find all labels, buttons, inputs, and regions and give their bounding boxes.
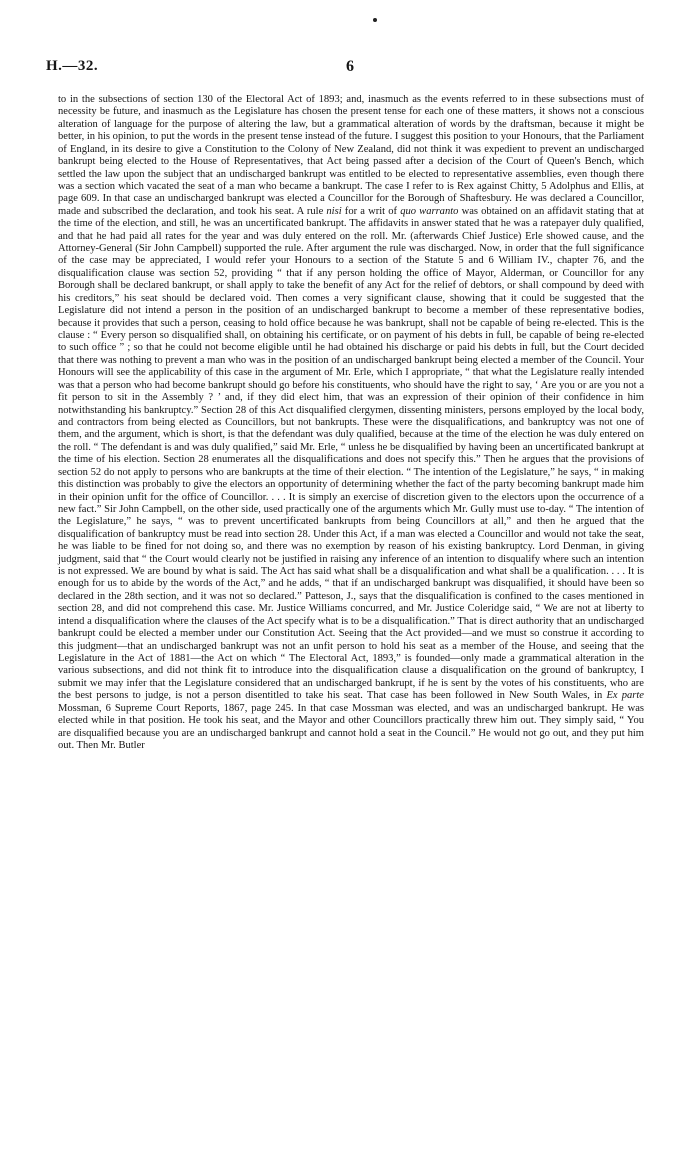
document-reference: H.—32.	[46, 58, 99, 74]
printer-mark	[373, 18, 377, 22]
body-text	[58, 94, 644, 752]
paragraph	[58, 94, 644, 752]
text-run: to in the subsections of section 130 of the Electoral Act of 1893; and, inasmuch as the events referred to in these subsections must of necessity be future, and inasmuch as the Legislature has chosen the present tense for each one of these matters, it shows not a conscious alteration of language for the purpose of altering the law, but a grammatical alteration of words by the draftsman, because it might be better, in his opinion, to put the words in the present tense instead of the future. I suggest this position to your Honours, that the Parliament of England, in its desire to give a Constitution to the Colony of New Zealand, did not think it was expedient to prevent an undischarged bankrupt being elected to the House of Representatives, that Act being passed after a decision of the Court of Queen's Bench, which settled the law upon the subject that an undischarged bankrupt was entitled to be elected to representative assemblies, even though there was a section which vacated the seat of a man who became a bankrupt. The case I refer to is Rex against Chitty, 5 Adolphus and Ellis, at page 609. In that case an undischarged bankrupt was elected a Councillor for the Borough of Shaftesbury. He was declared a Councillor, made and subscribed the declaration, and took his seat. A rule	[58, 94, 644, 217]
text-run: was obtained on an affidavit stating that at the time of the election, and still, he was an uncertificated bankrupt. The affidavits in answer stated that he was a ratepayer duly qualified, and that he had paid all rates for the year and was duly entered on the roll. Mr. (afterwards Chief Justice) Erle showed cause, and the Attorney-General (Sir John Campbell) supported the rule. After argument the rule was discharged. Now, in order that the full significance of the case may be appreciated, I would refer your Honours to a section of the Statute 5 and 6 William IV., chapter 76, and the disqualification clause was section 52, providing “ that if any person holding the office of Mayor, Alderman, or Councillor for any Borough shall be declared bankrupt, or shall apply to take the benefit of any Act for the relief of debtors, or shall compound by deed with his creditors,” his seat should be declared void. Then comes a very significant clause, showing that it could be suggested that the Legislature did not intend a person in the position of an undischarged bankrupt to become a member of these representative bodies, because it provides that such a person, ceasing to hold office because he was bankrupt, shall not be capable of being re-elected. This is the clause : “ Every person so disqualified shall, on obtaining his certificate, or on payment of his debts in full, be capable of being re-elected to such office ” ; so that he could not become eligible until he had obtained his discharge or paid his debts in full, but the Court decided that there was nothing to prevent a man who was in the position of an undischarged bankrupt being elected a member of the Council. Your Honours will see the applicability of this case in the argument of Mr. Erle, which I appropriate, “ that what the Legislature really intended was that a person who had become bankrupt should go before his constituents, who should have the right to say, ‘ Are you or are you not a fit person to sit in the Assembly ? ’ and, if they did elect him, that was an expression of their opinion of their confidence in him notwithstanding his bankruptcy.” Section 28 of this Act disqualified clergymen, dissenting ministers, persons employed by the local body, and contractors from being elected as Councillors, but not bankrupts. These were the disqualifications, and bankruptcy was not one of them, and the argument, which is short, is that the defendant was duly qualified, because at the time of the election he was duly entered on the roll. “ The defendant is and was duly qualified,” said Mr. Erle, “ unless he be disqualified by having been an uncertificated bankrupt at the time of his election. Section 28 enumerates all the disqualifications and does not specify this.” Then he argues that the provisions of section 52 do not apply to persons who are bankrupts at the time of their election. “ The intention of the Legislature,” he says, “ in making this distinction was probably to give the electors an opportunity of determining whether the fact of the party becoming bankrupt made him in their opinion unfit for the office of Councillor. . . . It is simply an exercise of discretion given to the electors upon the occurrence of a new fact.” Sir John Campbell, on the other side, used practically one of the arguments which Mr. Gully must use to-day. “ The intention of the Legislature,” he says, “ was to prevent uncertificated bankrupts from being Councillors at all,” and then he argued that the disqualification of bankruptcy must be read into section 28. Under this Act, if a man was elected a Councillor and would not take the seat, he was liable to be fined for not doing so, and there was no exemption by reason of his existing bankruptcy. Lord Denman, in giving judgment, said that “ the Court would clearly not be justified in raising any inference of an intention to disqualify where such an intention is not expressed. We are bound by what is said. The Act has said what shall be a disqualification and what shall be a qualification. . . . It is enough for us to abide by the words of the Act,” and he adds, “ that if an undischarged bankrupt was disqualified, it should have been so declared in the 28th section, and it was not so declared.” Patteson, J., says that the disqualification is confined to the cases mentioned in section 28, and did not comprehend this case. Mr. Justice Williams concurred, and Mr. Justice Coleridge said, “ We are not at liberty to intend a disqualification where the clauses of the Act specify what is to be a disqualification.” That is direct authority that an undischarged bankrupt could be elected a member under our Constitution Act. Seeing that the Act provided—and we must so construe it according to this judgment—that an undischarged bankrupt was not an unfit person to hold his seat as a member of the House, and seeing that the Legislature in the Act of 1881—the Act on which “ The Electoral Act, 1893,” is founded—only made a grammatical alteration in the various subsections, and did not think fit to introduce into the disqualification clause a disqualification on the ground of bankruptcy, I submit we may infer that the Legislature considered that an undischarged bankrupt, if he is sent by the votes of his constituents, who are the best persons to judge, is not a person disentitled to take his seat. That case has been followed in New South Wales, in	[58, 205, 644, 702]
text-run: Mossman, 6 Supreme Court Reports, 1867, page 245. In that case Mossman was elected, and was an undischarged bankrupt. He was elected while in that position. He took his seat, and the Mayor and other Councillors practically threw him out. They simply said, “ You are disqualified because you are an undischarged bankrupt and cannot hold a seat in the Council.” He would not go out, and they put him out. Then Mr. Butler	[58, 702, 644, 751]
italic-term-quo-warranto: quo warranto	[400, 205, 459, 217]
page-header	[46, 58, 654, 78]
text-run: for a writ of	[341, 205, 401, 217]
italic-term-ex-parte: Ex parte	[606, 690, 644, 702]
italic-term-nisi: nisi	[326, 205, 342, 217]
page-number: 6	[346, 58, 354, 75]
